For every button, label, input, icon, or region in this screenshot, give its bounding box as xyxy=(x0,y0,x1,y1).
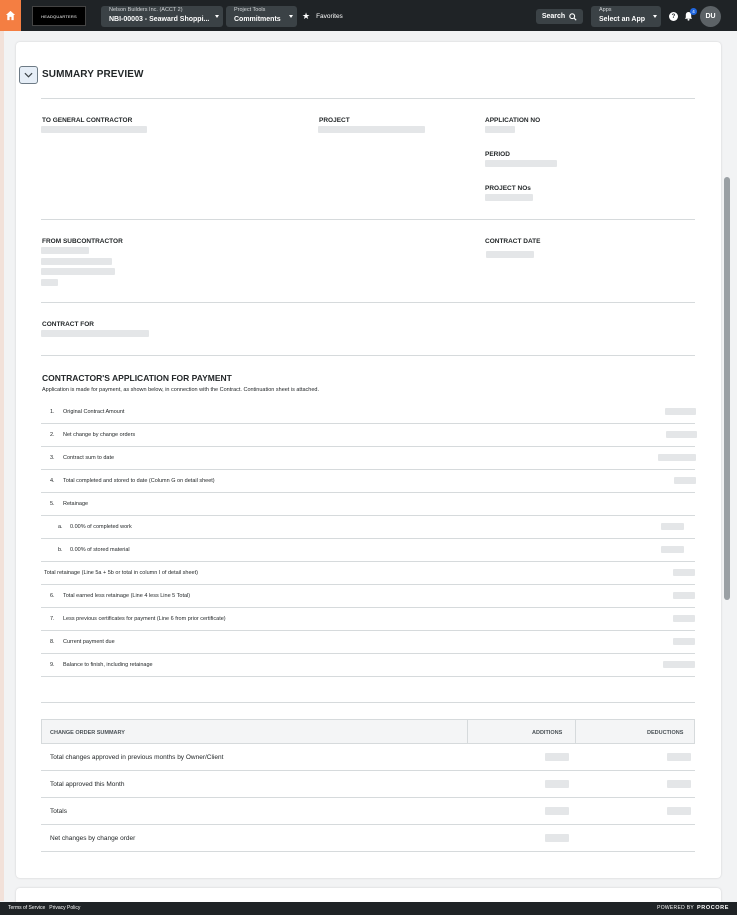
additions-value xyxy=(545,780,569,788)
project-value xyxy=(318,126,425,133)
row-label: Net changes by change order xyxy=(50,835,136,842)
row-value xyxy=(673,615,695,622)
row-label: 0.00% of stored material xyxy=(70,547,130,553)
period-label: PERIOD xyxy=(485,151,510,158)
table-row xyxy=(41,585,695,608)
divider xyxy=(41,98,695,99)
row-value xyxy=(673,638,695,645)
search-label: Search xyxy=(541,13,566,20)
row-label: 0.00% of completed work xyxy=(70,524,132,530)
change-order-summary-header: CHANGE ORDER SUMMARY xyxy=(50,730,125,736)
powered-by-label: POWERED BY xyxy=(657,905,694,911)
row-number: 5. xyxy=(50,501,55,507)
subcontractor-line-2 xyxy=(41,258,112,265)
row-value xyxy=(674,477,696,484)
project-selector-label: Nelson Builders Inc. (ACCT 2) xyxy=(109,7,183,13)
chevron-down-icon xyxy=(215,15,219,18)
row-number: 9. xyxy=(50,662,55,668)
collapse-toggle-button[interactable] xyxy=(19,66,38,84)
row-value xyxy=(666,431,697,438)
row-number: a. xyxy=(58,524,63,530)
row-number: 3. xyxy=(50,455,55,461)
table-row xyxy=(41,493,695,516)
left-edge-strip xyxy=(0,31,4,901)
table-row xyxy=(41,654,695,677)
project-nos-label: PROJECT NOs xyxy=(485,185,531,192)
table-row xyxy=(41,631,695,654)
row-label: Total completed and stored to date (Column G on detail sheet) xyxy=(63,478,215,484)
row-value xyxy=(663,661,695,668)
column-separator xyxy=(467,720,468,744)
table-row xyxy=(41,424,695,447)
search-icon xyxy=(569,13,577,21)
row-value xyxy=(661,523,684,530)
subcontractor-line-4 xyxy=(41,279,58,286)
star-icon: ★ xyxy=(302,11,311,21)
divider xyxy=(41,302,695,303)
apps-selector[interactable] xyxy=(591,6,661,27)
contract-date-label: CONTRACT DATE xyxy=(485,238,541,245)
table-row xyxy=(41,744,695,771)
terms-of-service-link[interactable]: Terms of Service xyxy=(8,905,46,911)
row-label: Retainage xyxy=(63,501,89,507)
row-number: 7. xyxy=(50,616,55,622)
row-number: 8. xyxy=(50,639,55,645)
row-number: 1. xyxy=(50,409,55,415)
favorites-button[interactable] xyxy=(302,11,343,22)
row-number: 4. xyxy=(50,478,55,484)
apps-value: Select an App xyxy=(599,16,646,23)
additions-value xyxy=(545,807,569,815)
period-value xyxy=(485,160,557,167)
page-scrollbar[interactable] xyxy=(724,177,730,600)
chevron-down-icon xyxy=(653,15,657,18)
subcontractor-line-3 xyxy=(41,268,115,275)
project-label: PROJECT xyxy=(319,117,350,124)
row-label: Balance to finish, including retainage xyxy=(63,662,153,668)
table-row xyxy=(41,470,695,493)
deductions-value xyxy=(667,807,691,815)
row-label: Less previous certificates for payment (Line 6 from prior certificate) xyxy=(63,616,226,622)
row-value xyxy=(673,569,695,576)
change-order-table-header xyxy=(41,719,695,744)
row-label: Original Contract Amount xyxy=(63,409,125,415)
contract-for-label: CONTRACT FOR xyxy=(42,321,94,328)
search-button[interactable] xyxy=(536,9,583,24)
to-contractor-label: TO GENERAL CONTRACTOR xyxy=(42,117,133,124)
project-selector-value: NBI-00003 - Seaward Shoppi... xyxy=(109,16,210,23)
table-row xyxy=(41,608,695,631)
next-section-card xyxy=(16,888,721,902)
table-row xyxy=(41,825,695,852)
table-row xyxy=(41,516,695,539)
additions-header: ADDITIONS xyxy=(532,730,563,736)
procore-logo: PROCORE xyxy=(696,905,729,911)
row-value xyxy=(661,546,684,553)
project-tools-selector[interactable] xyxy=(226,6,297,27)
project-selector[interactable] xyxy=(101,6,223,27)
privacy-policy-link[interactable]: Privacy Policy xyxy=(49,905,81,911)
row-label: Contract sum to date xyxy=(63,455,115,461)
table-row xyxy=(41,401,695,424)
row-label: Totals xyxy=(50,808,67,815)
application-section-subtitle: Application is made for payment, as shown below, in connection with the Contract. Continuation sheet is attached. xyxy=(42,387,319,393)
help-icon[interactable]: ? xyxy=(669,12,678,21)
row-number: 6. xyxy=(50,593,55,599)
table-row xyxy=(41,447,695,470)
row-label: Total earned less retainage (Line 4 less Line 5 Total) xyxy=(63,593,191,599)
deductions-header: DEDUCTIONS xyxy=(647,730,684,736)
page-title: SUMMARY PREVIEW xyxy=(42,69,144,80)
row-value xyxy=(658,454,696,461)
row-value xyxy=(673,592,695,599)
row-label: Total retainage (Line 5a + 5b or total in column I of detail sheet) xyxy=(44,570,198,576)
application-no-value xyxy=(485,126,515,133)
from-subcontractor-label: FROM SUBCONTRACTOR xyxy=(42,238,123,245)
favorites-label: Favorites xyxy=(316,13,343,20)
deductions-value xyxy=(667,753,691,761)
project-nos-value xyxy=(485,194,533,201)
divider xyxy=(41,219,695,220)
table-row xyxy=(41,798,695,825)
apps-label: Apps xyxy=(599,7,612,13)
table-row xyxy=(41,771,695,798)
chevron-down-icon xyxy=(289,15,293,18)
divider xyxy=(41,355,695,356)
contract-date-value xyxy=(486,251,534,258)
to-contractor-value xyxy=(41,126,147,133)
chevron-down-icon xyxy=(24,72,33,78)
additions-value xyxy=(545,753,569,761)
contract-for-value xyxy=(41,330,149,337)
project-tools-label: Project Tools xyxy=(234,7,266,13)
home-button[interactable] xyxy=(0,0,21,31)
divider xyxy=(41,702,695,703)
row-number: 2. xyxy=(50,432,55,438)
footer xyxy=(0,902,737,915)
notification-count-badge: 4 xyxy=(690,8,697,15)
subcontractor-line-1 xyxy=(41,247,89,254)
application-no-label: APPLICATION NO xyxy=(485,117,541,124)
table-row xyxy=(41,562,695,585)
additions-value xyxy=(545,834,569,842)
project-tools-value: Commitments xyxy=(234,16,281,23)
home-icon xyxy=(5,10,16,21)
company-logo[interactable]: HEADQUARTERS xyxy=(32,6,86,26)
deductions-value xyxy=(667,780,691,788)
application-section-title: CONTRACTOR'S APPLICATION FOR PAYMENT xyxy=(42,373,232,383)
table-row xyxy=(41,539,695,562)
row-label: Net change by change orders xyxy=(63,432,136,438)
row-label: Current payment due xyxy=(63,639,115,645)
row-label: Total changes approved in previous months by Owner/Client xyxy=(50,754,224,761)
row-value xyxy=(665,408,696,415)
user-avatar[interactable]: DU xyxy=(700,6,721,27)
column-separator xyxy=(575,720,576,744)
row-label: Total approved this Month xyxy=(50,781,125,788)
row-number: b. xyxy=(58,547,63,553)
